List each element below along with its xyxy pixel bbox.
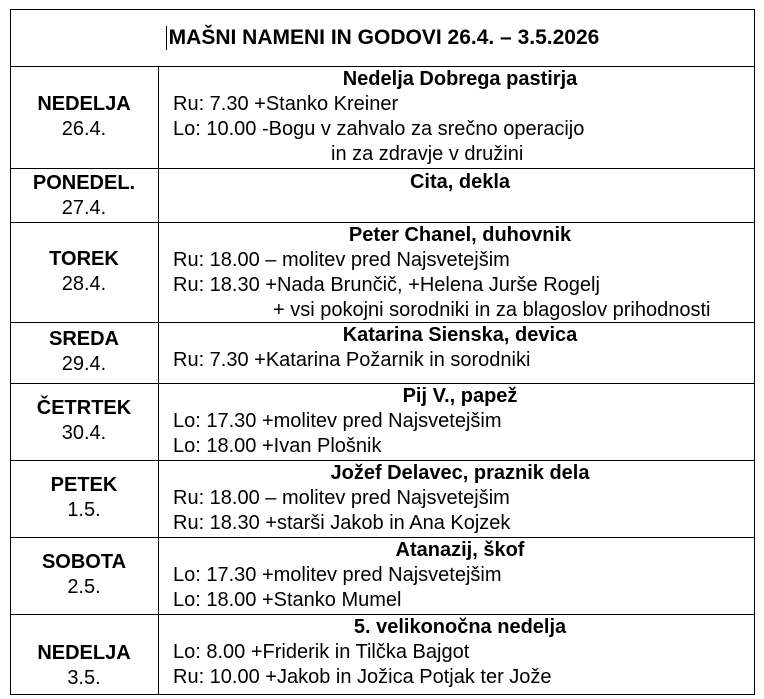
day-date: 26.4. — [61, 118, 107, 140]
day-cell — [10, 247, 158, 297]
intentions-cell — [170, 67, 750, 167]
mass-schedule-table — [10, 9, 755, 695]
mass-intention: Ru: 18.00 – molitev pred Najsvetejšim — [173, 249, 510, 271]
mass-intention: Ru: 10.00 +Jakob in Jožica Potjak ter Jože — [173, 666, 552, 688]
feast-name: Jožef Delavec, praznik dela — [330, 462, 590, 484]
table-column-divider — [158, 66, 159, 695]
intentions-cell — [170, 538, 750, 613]
day-cell — [10, 171, 158, 221]
mass-intention: Lo: 17.30 +molitev pred Najsvetejšim — [173, 410, 502, 432]
day-name: ČETRTEK — [36, 397, 132, 419]
day-date: 28.4. — [61, 273, 107, 295]
day-name: SREDA — [48, 328, 119, 350]
intentions-cell — [170, 384, 750, 459]
feast-name: Pij V., papež — [402, 385, 518, 407]
day-cell — [10, 327, 158, 377]
day-date: 2.5. — [67, 576, 101, 598]
mass-intention-continued: in za zdravje v družini — [331, 143, 524, 165]
mass-intention: Lo: 18.00 +Ivan Plošnik — [173, 435, 382, 457]
intentions-cell — [170, 461, 750, 536]
feast-name: Cita, dekla — [409, 171, 511, 193]
feast-name: Atanazij, škof — [395, 539, 525, 561]
day-name: PETEK — [50, 474, 118, 496]
table-title — [10, 9, 755, 66]
day-cell — [10, 396, 158, 446]
mass-intention: Lo: 17.30 +molitev pred Najsvetejšim — [173, 564, 502, 586]
intentions-cell — [170, 615, 750, 690]
mass-intention: Ru: 18.00 – molitev pred Najsvetejšim — [173, 487, 510, 509]
mass-intention: Lo: 10.00 -Bogu v zahvalo za srečno operacijo — [173, 118, 585, 140]
mass-intention: Ru: 18.30 +Nada Brunčič, +Helena Jurše Rogelj — [173, 274, 600, 296]
mass-intention: Ru: 7.30 +Stanko Kreiner — [173, 93, 399, 115]
day-name: NEDELJA — [37, 642, 131, 664]
day-name: NEDELJA — [37, 93, 131, 115]
mass-intention: Ru: 7.30 +Katarina Požarnik in sorodniki — [173, 349, 531, 371]
day-cell — [10, 550, 158, 600]
page-title: MAŠNI NAMENI IN GODOVI 26.4. – 3.5.2026 — [168, 25, 600, 49]
mass-intention: Lo: 8.00 +Friderik in Tilčka Bajgot — [173, 641, 470, 663]
intentions-cell — [170, 223, 750, 323]
text-cursor — [166, 26, 167, 50]
day-date: 29.4. — [61, 353, 107, 375]
day-cell — [10, 92, 158, 142]
table-border-bottom — [10, 694, 755, 695]
feast-name: 5. velikonočna nedelja — [353, 616, 567, 638]
day-cell — [10, 473, 158, 523]
day-date: 30.4. — [61, 422, 107, 444]
table-row-divider — [10, 168, 755, 169]
day-date: 27.4. — [61, 197, 107, 219]
table-border-right — [754, 9, 755, 695]
mass-intention-continued: + vsi pokojni sorodniki in za blagoslov prihodnosti — [273, 299, 711, 321]
intentions-cell — [170, 170, 750, 195]
day-name: PONEDEL. — [32, 172, 136, 194]
feast-name: Nedelja Dobrega pastirja — [342, 68, 578, 90]
feast-name: Peter Chanel, duhovnik — [348, 224, 572, 246]
day-date: 3.5. — [67, 667, 101, 689]
intentions-cell — [170, 323, 750, 373]
day-name: TOREK — [49, 248, 119, 270]
day-cell — [10, 641, 158, 691]
day-date: 1.5. — [67, 499, 101, 521]
day-name: SOBOTA — [41, 551, 127, 573]
mass-intention: Lo: 18.00 +Stanko Mumel — [173, 589, 402, 611]
feast-name: Katarina Sienska, devica — [342, 324, 578, 346]
mass-intention: Ru: 18.30 +starši Jakob in Ana Kojzek — [173, 512, 511, 534]
